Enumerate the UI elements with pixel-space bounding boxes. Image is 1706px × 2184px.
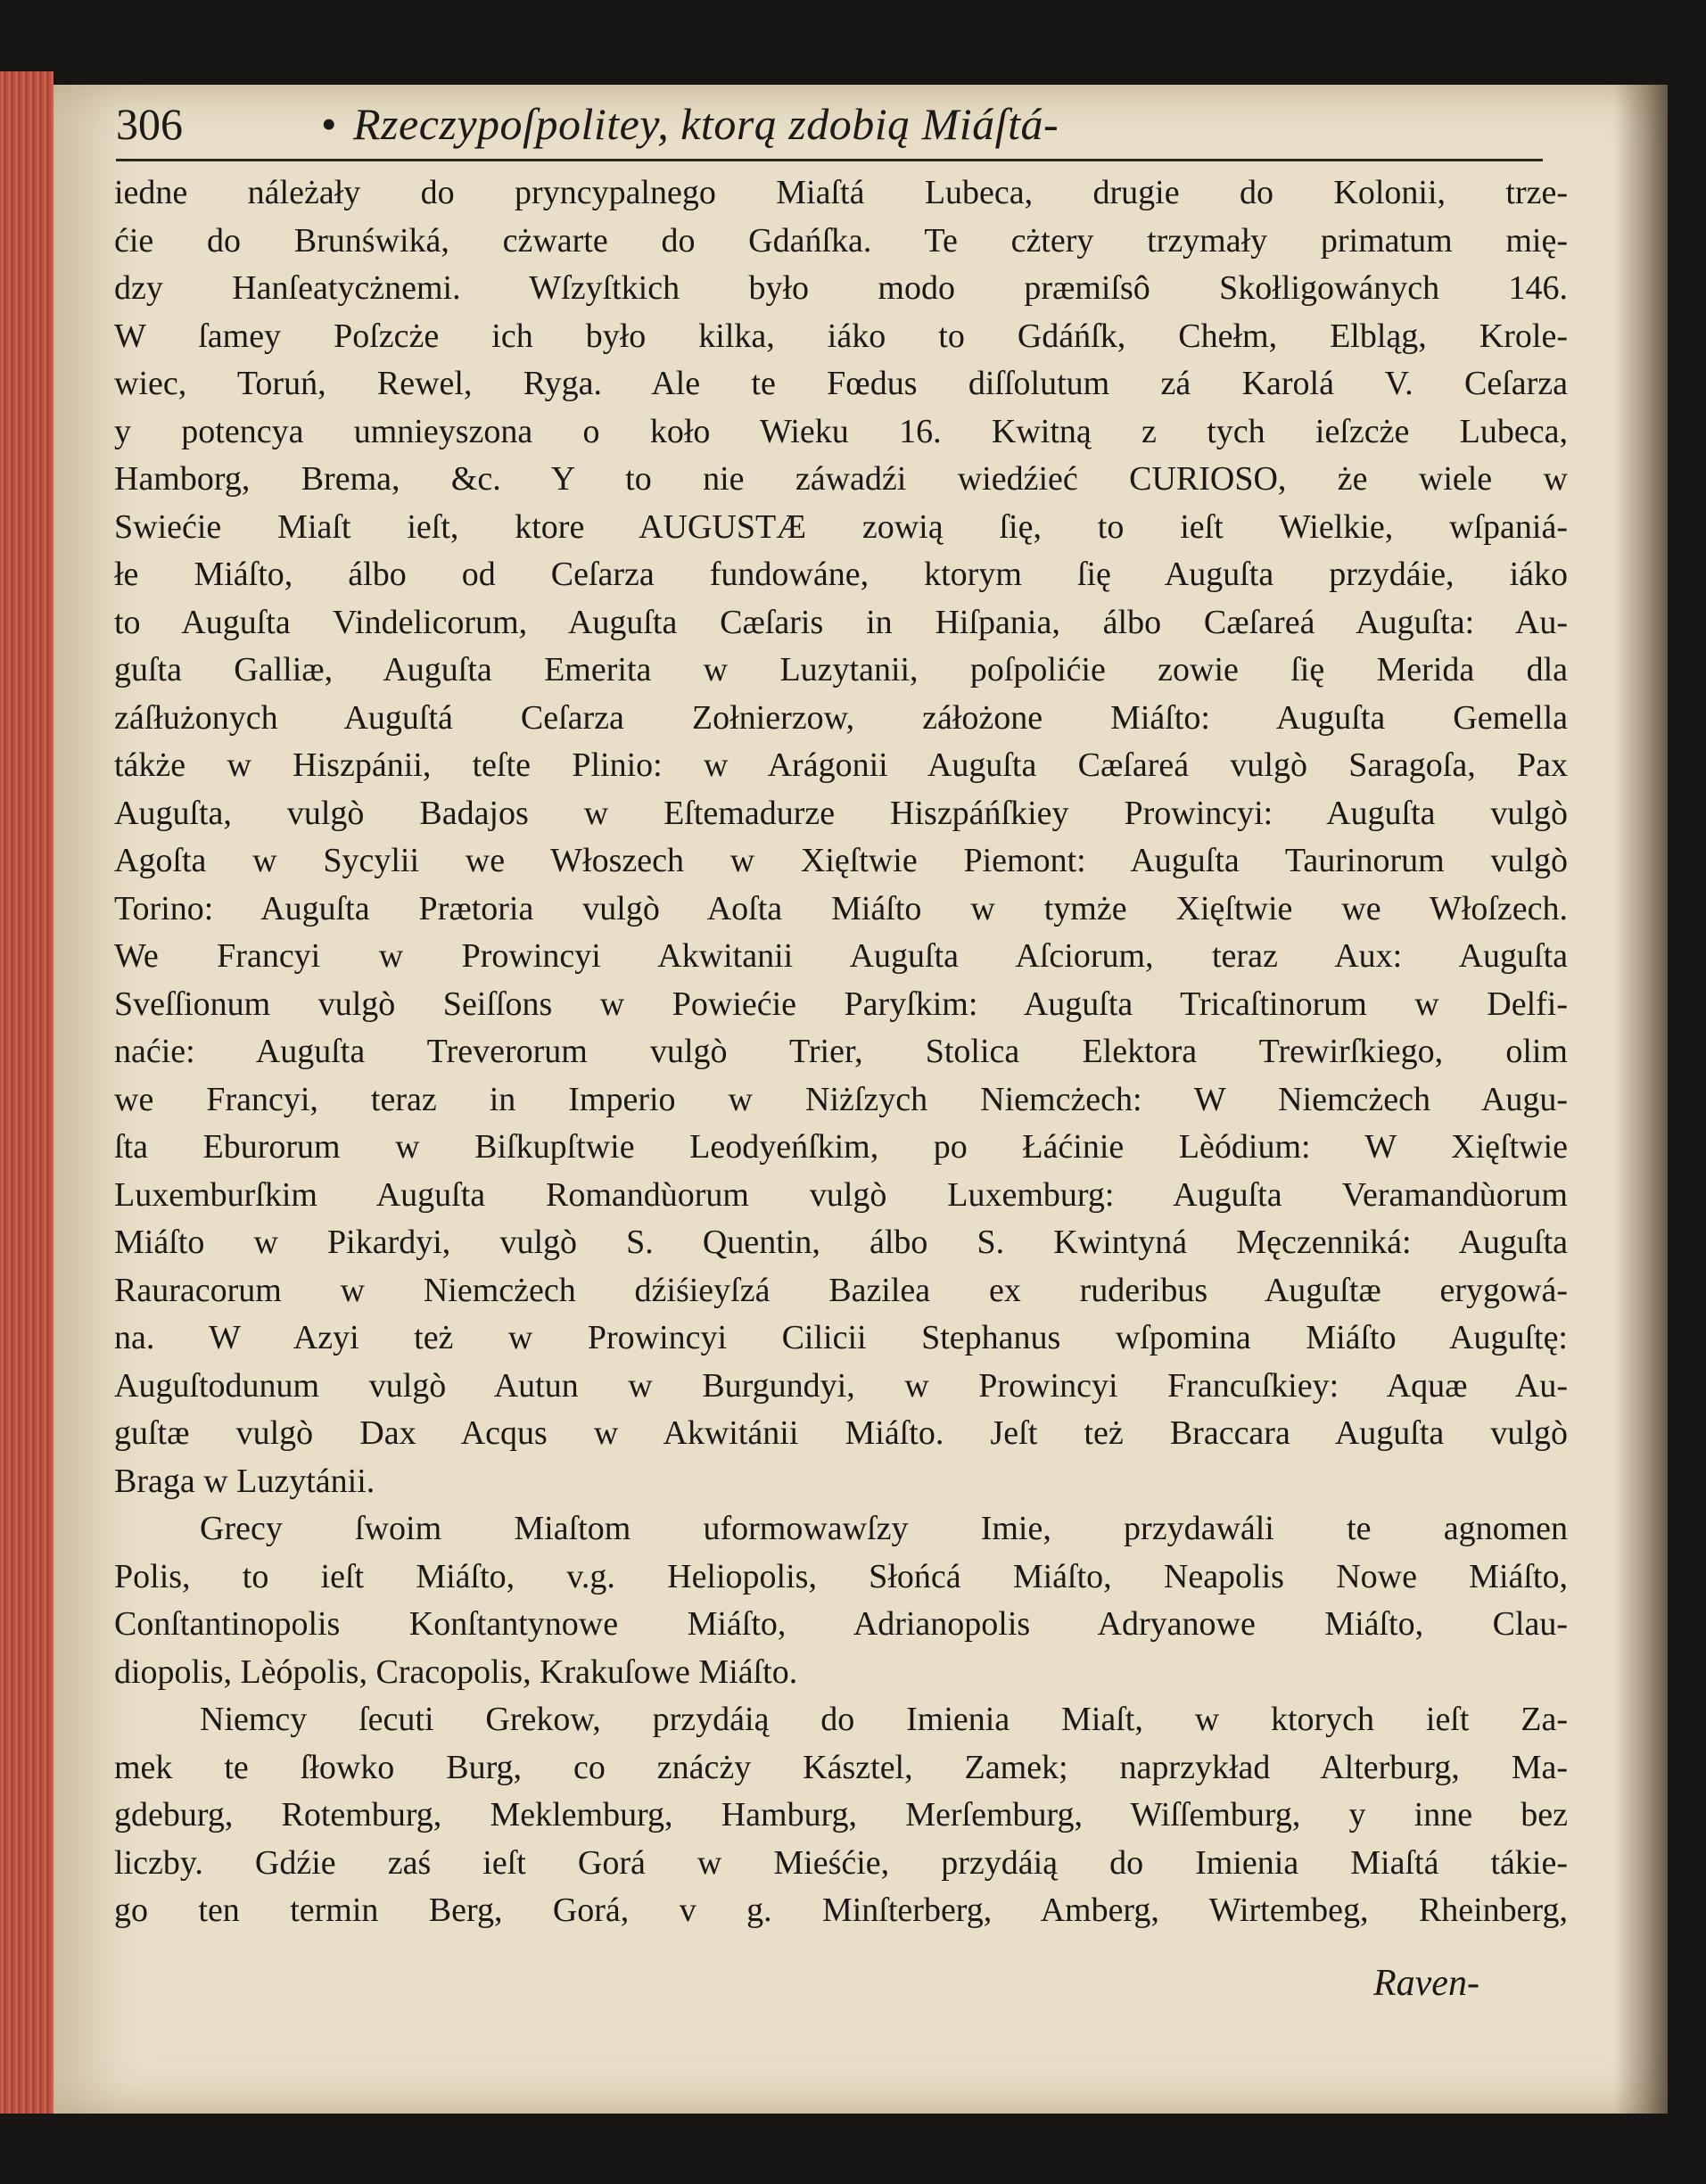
text-line: ćie do Brunświká, cżwarte do Gdańſka. Te cżtery trzymały primatum mię- bbox=[114, 221, 1568, 260]
text-line: tákże w Hiszpánii, teſte Plinio: w Arágonii Auguſta Cæſareá vulgò Saragoſa, Pax bbox=[114, 746, 1568, 784]
text-line: mek te ſłowko Burg, co znácży Kásztel, Zamek; naprzykład Alterburg, Ma- bbox=[114, 1748, 1568, 1786]
text-line: záſłużonych Auguſtá Ceſarza Zołnierzow, záłożone Miáſto: Auguſta Gemella bbox=[114, 698, 1568, 737]
page-gutter-shadow bbox=[1614, 85, 1668, 2114]
text-line: łe Miáſto, álbo od Ceſarza fundowáne, ktorym ſię Auguſta przydáie, iáko bbox=[114, 556, 1568, 593]
text-line: W ſamey Poſzcże ich było kilka, iáko to Gdáńſk, Chełm, Elbląg, Krole- bbox=[114, 317, 1568, 355]
text-line: diopolis, Lèópolis, Cracopolis, Krakuſowe Miáſto. bbox=[114, 1652, 798, 1691]
text-line: dzy Hanſeatycżnemi. Wſzyſtkich było modo præmiſsô Skołligowánych 146. bbox=[114, 269, 1568, 307]
text-line: Rauracorum w Niemcżech dźiśieyſzá Bazilea ex ruderibus Auguſtæ erygowá- bbox=[114, 1271, 1568, 1309]
text-line: go ten termin Berg, Gorá, v g. Minſterberg, Amberg, Wirtembeg, Rheinberg, bbox=[114, 1891, 1568, 1929]
page-header bbox=[116, 98, 1561, 161]
text-line: Polis, to ieſt Miáſto, v.g. Heliopolis, Słońcá Miáſto, Neapolis Nowe Miáſto, bbox=[114, 1557, 1568, 1595]
text-line: Niemcy ſecuti Grekow, przydáią do Imienia Miaſt, w ktorych ieſt Za- bbox=[200, 1701, 1568, 1738]
text-line: liczby. Gdźie zaś ieſt Gorá w Mieśćie, przydáią do Imienia Miaſtá tákie- bbox=[114, 1843, 1568, 1882]
text-line: to Auguſta Vindelicorum, Auguſta Cæſaris in Hiſpania, álbo Cæſareá Auguſta: Au- bbox=[114, 603, 1568, 641]
text-line: naćie: Auguſta Treverorum vulgò Trier, Stolica Elektora Trewirſkiego, olim bbox=[114, 1033, 1568, 1070]
text-line: ſta Eburorum w Biſkupſtwie Leodyeńſkim, po Łáćinie Lèódium: W Xięſtwie bbox=[114, 1128, 1568, 1166]
text-line: Sveſſionum vulgò Seiſſons w Powiećie Paryſkim: Auguſta Tricaſtinorum w Delfi- bbox=[114, 985, 1568, 1023]
running-head: • Rzeczypoſpolitey, ktorą zdobią Miáſtá- bbox=[321, 99, 1059, 149]
text-line: na. W Azyi też w Prowincyi Cilicii Stephanus wſpomina Miáſto Auguſtę: bbox=[114, 1319, 1568, 1356]
text-line: gdeburg, Rotemburg, Meklemburg, Hamburg, Merſemburg, Wiſſemburg, y inne bez bbox=[114, 1796, 1568, 1834]
text-line: guſtæ vulgò Dax Acqus w Akwitánii Miáſto. Jeſt też Braccara Auguſta vulgò bbox=[114, 1414, 1568, 1452]
body-text bbox=[114, 169, 1568, 1935]
text-line: Auguſta, vulgò Badajos w Eſtemadurze Hiszpáńſkiey Prowincyi: Auguſta vulgò bbox=[114, 794, 1568, 832]
text-line: iedne náleżały do pryncypalnego Miaſtá Lubeca, drugie do Kolonii, trze- bbox=[114, 174, 1568, 211]
text-line: y potencya umnieyszona o koło Wieku 16. Kwitną z tych ieſzcże Lubeca, bbox=[114, 412, 1568, 450]
text-line: we Francyi, teraz in Imperio w Niżſzych Niemcżech: W Niemcżech Augu- bbox=[114, 1080, 1568, 1118]
text-line: Auguſtodunum vulgò Autun w Burgundyi, w Prowincyi Francuſkiey: Aquæ Au- bbox=[114, 1366, 1568, 1405]
page-number: 306 bbox=[116, 99, 183, 149]
text-line: We Francyi w Prowincyi Akwitanii Auguſta Aſciorum, teraz Aux: Auguſta bbox=[114, 937, 1568, 975]
text-line: Hamborg, Brema, &c. Y to nie záwadźi wiedźieć CURIOSO, że wiele w bbox=[114, 460, 1568, 498]
text-line: Braga w Luzytánii. bbox=[114, 1462, 375, 1500]
running-head-text: Rzeczypoſpolitey, ktorą zdobią Miáſtá- bbox=[353, 99, 1059, 149]
catchword: Raven- bbox=[1373, 1963, 1479, 2004]
text-line: Luxemburſkim Auguſta Romandùorum vulgò Luxemburg: Auguſta Veramandùorum bbox=[114, 1175, 1568, 1214]
text-line: Agoſta w Sycylii we Włoszech w Xięſtwie Piemont: Auguſta Taurinorum vulgò bbox=[114, 842, 1568, 879]
text-line: guſta Galliæ, Auguſta Emerita w Luzytanii, poſpolićie zowie ſię Merida dla bbox=[114, 651, 1568, 688]
page-edges bbox=[0, 71, 54, 2114]
text-line: Swiećie Miaſt ieſt, ktore AUGUSTÆ zowią ſię, to ieſt Wielkie, wſpaniá- bbox=[114, 507, 1568, 546]
text-line: Grecy ſwoim Miaſtom uformowawſzy Imie, przydawáli te agnomen bbox=[200, 1510, 1568, 1547]
text-line: Conſtantinopolis Konſtantynowe Miáſto, Adrianopolis Adryanowe Miáſto, Clau- bbox=[114, 1605, 1568, 1643]
text-line: wiec, Toruń, Rewel, Ryga. Ale te Fœdus diſſolutum zá Karolá V. Ceſarza bbox=[114, 365, 1568, 402]
text-line: Torino: Auguſta Prætoria vulgò Aoſta Miáſto w tymże Xięſtwie we Włoſzech. bbox=[114, 889, 1568, 927]
header-rule bbox=[116, 159, 1543, 161]
text-line: Miáſto w Pikardyi, vulgò S. Quentin, álbo S. Kwintyná Męczenniká: Auguſta bbox=[114, 1224, 1568, 1261]
